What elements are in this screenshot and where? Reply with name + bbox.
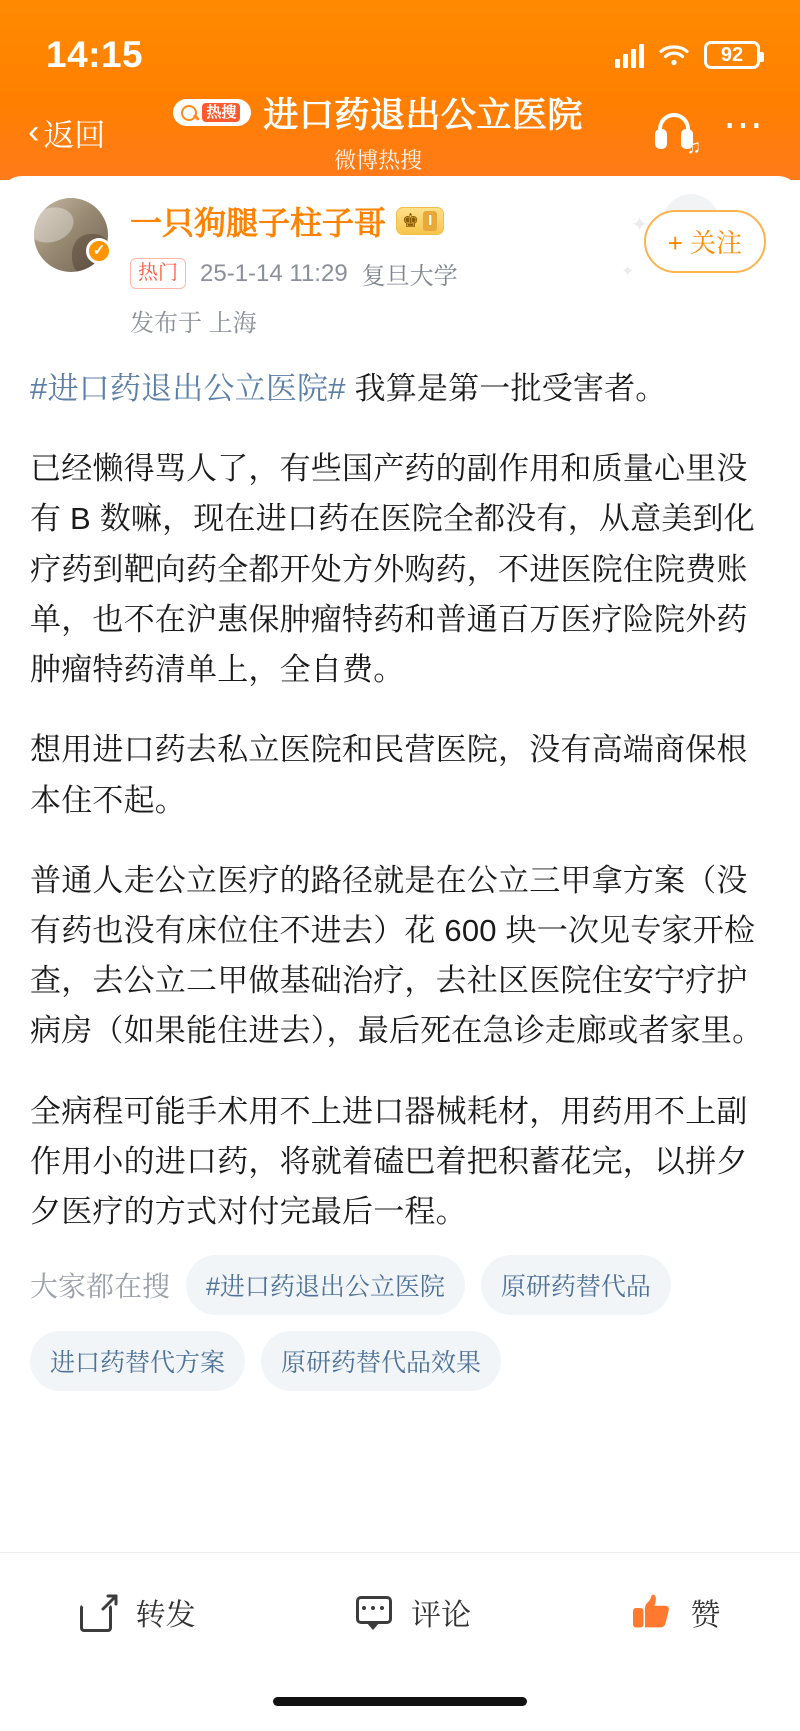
status-clock: 14:15	[46, 34, 144, 75]
page-title: 进口药退出公立医院	[263, 95, 583, 135]
post-paragraph: 想用进口药去私立医院和民营医院，没有高端商保根本住不起。	[30, 732, 748, 818]
follow-button[interactable]: + 关注	[644, 210, 766, 273]
related-search	[0, 1237, 800, 1401]
signal-bars-icon	[615, 42, 644, 68]
author-row	[0, 176, 800, 338]
post-card	[0, 176, 800, 1731]
thumbs-up-icon	[630, 1591, 674, 1633]
sparkle-icon: ✦	[631, 214, 648, 236]
nav-title-group	[105, 88, 651, 175]
content-spacer	[0, 1401, 800, 1534]
related-search-chip[interactable]: #进口药退出公立医院	[186, 1255, 465, 1315]
comment-button[interactable]	[355, 1590, 471, 1634]
like-label: 赞	[690, 1599, 721, 1632]
nav-bar	[0, 84, 800, 180]
back-label: 返回	[43, 117, 106, 153]
post-date: 25-1-14 11:29	[200, 259, 348, 287]
author-school: 复旦大学	[361, 263, 458, 290]
home-indicator-area	[0, 1671, 800, 1731]
share-label: 转发	[135, 1599, 196, 1632]
headphones-icon[interactable]: ♫	[651, 111, 697, 153]
status-bar	[0, 26, 800, 84]
more-dots-icon[interactable]: ⋯	[723, 103, 766, 147]
share-icon	[80, 1592, 120, 1632]
hot-search-tag: 热搜	[202, 103, 240, 122]
nav-actions	[651, 103, 766, 158]
post-location: 发布于 上海	[130, 310, 257, 337]
hot-search-pill[interactable]	[173, 99, 251, 126]
sparkle-icon: ✦	[621, 263, 634, 280]
related-search-chip[interactable]: 原研药替代品效果	[261, 1331, 501, 1391]
hot-badge: 热门	[130, 258, 186, 289]
page-subtitle: 微博热搜	[334, 147, 423, 173]
post-paragraph: 已经懒得骂人了，有些国产药的副作用和质量心里没有 B 数嘛，现在进口药在医院全都没有，从意美到化疗药到靶向药全都开处方外购药，不进医院住院费账单，也不在沪惠保肿瘤特药和普通百万医疗险院外药肿瘤特药清单上，全自费。	[30, 451, 755, 688]
battery-level: 92	[720, 44, 744, 66]
post-paragraph-text: 我算是第一批受害者。	[345, 371, 667, 406]
action-bar	[0, 1553, 800, 1671]
status-indicators	[615, 41, 760, 69]
related-search-label: 大家都在搜	[30, 1271, 171, 1303]
search-icon	[181, 105, 197, 121]
related-search-chip[interactable]: 进口药替代方案	[30, 1331, 245, 1391]
verified-badge-icon: ✓	[86, 238, 112, 264]
like-button[interactable]	[630, 1590, 720, 1634]
share-button[interactable]	[80, 1590, 196, 1634]
wifi-icon	[658, 43, 690, 67]
comment-label: 评论	[410, 1599, 471, 1632]
crown-icon: ♚	[402, 210, 420, 232]
related-search-chip[interactable]: 原研药替代品	[481, 1255, 671, 1315]
back-button[interactable]	[28, 110, 105, 155]
member-badge[interactable]	[396, 207, 444, 235]
battery-icon	[704, 41, 760, 69]
topic-link[interactable]: #进口药退出公立医院#	[30, 371, 346, 406]
home-indicator[interactable]	[273, 1697, 527, 1706]
author-name[interactable]: 一只狗腿子柱子哥	[130, 205, 387, 241]
post-paragraph: 普通人走公立医疗的路径就是在公立三甲拿方案（没有药也没有床位住不进去）花 600 块一次见专家开检查，去公立二甲做基础治疗，去社区医院住安宁疗护病房（如果能住进去），最后死在急诊走廊或者家里。	[30, 862, 764, 1049]
orange-header	[0, 0, 800, 180]
comment-icon	[355, 1592, 395, 1632]
chevron-left-icon: ‹	[28, 113, 40, 151]
post-paragraph: 全病程可能手术用不上进口器械耗材，用药用不上副作用小的进口药，将就着磕巴着把积蓄花完，以拼夕夕医疗的方式对付完最后一程。	[30, 1093, 748, 1230]
post-paragraph	[30, 364, 770, 414]
member-level: I	[423, 211, 437, 231]
post-content	[0, 338, 800, 1237]
